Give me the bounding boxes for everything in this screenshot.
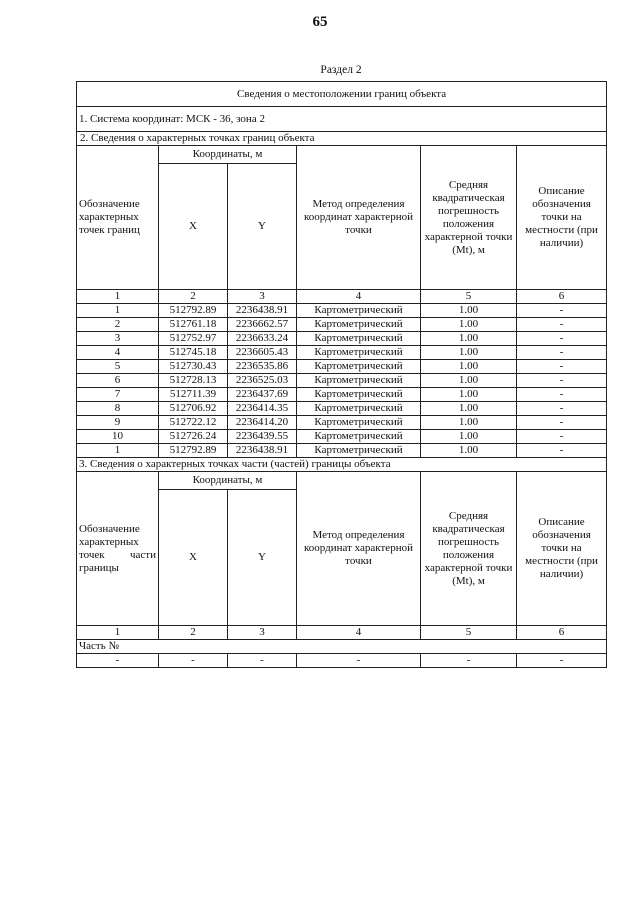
point-y: 2236437.69 <box>228 388 297 402</box>
column-number: 1 <box>77 290 159 304</box>
point-id: 5 <box>77 360 159 374</box>
point-y: 2236633.24 <box>228 332 297 346</box>
point-id: 3 <box>77 332 159 346</box>
point-mt: 1.00 <box>421 374 517 388</box>
point-method: Картометрический <box>297 430 421 444</box>
point-desc: - <box>517 346 607 360</box>
point-id: 10 <box>77 430 159 444</box>
section-label: Раздел 2 <box>320 64 362 76</box>
point-y: 2236439.55 <box>228 430 297 444</box>
part-empty-cell: - <box>77 654 159 668</box>
point-method: Картометрический <box>297 388 421 402</box>
point-method: Картометрический <box>297 444 421 458</box>
point-method: Картометрический <box>297 360 421 374</box>
column-number: 4 <box>297 290 421 304</box>
point-method: Картометрический <box>297 402 421 416</box>
point-mt: 1.00 <box>421 388 517 402</box>
header-error-part: Средняя квадратическая погрешность положения характерной точки (Mt), м <box>421 472 517 626</box>
column-number: 3 <box>228 626 297 640</box>
point-y: 2236525.03 <box>228 374 297 388</box>
point-y: 2236414.20 <box>228 416 297 430</box>
point-x: 512745.18 <box>159 346 228 360</box>
point-desc: - <box>517 388 607 402</box>
point-mt: 1.00 <box>421 304 517 318</box>
table-row <box>77 444 607 458</box>
point-id: 7 <box>77 388 159 402</box>
header-description: Описание обозначения точки на местности (при наличии) <box>517 146 607 290</box>
point-method: Картометрический <box>297 416 421 430</box>
point-x: 512730.43 <box>159 360 228 374</box>
boundary-table <box>76 81 607 668</box>
point-mt: 1.00 <box>421 332 517 346</box>
part-label: Часть № <box>77 640 607 654</box>
point-mt: 1.00 <box>421 318 517 332</box>
header-method-part: Метод определения координат характерной точки <box>297 472 421 626</box>
point-method: Картометрический <box>297 346 421 360</box>
point-y: 2236662.57 <box>228 318 297 332</box>
column-number: 6 <box>517 290 607 304</box>
section3-title: 3. Сведения о характерных точках части (частей) границы объекта <box>77 458 607 472</box>
column-numbers-row-part <box>77 626 607 640</box>
point-id: 4 <box>77 346 159 360</box>
header-description-part: Описание обозначения точки на местности (при наличии) <box>517 472 607 626</box>
point-y: 2236438.91 <box>228 444 297 458</box>
table-row <box>77 304 607 318</box>
point-desc: - <box>517 444 607 458</box>
table-row <box>77 332 607 346</box>
header-error: Средняя квадратическая погрешность положения характерной точки (Mt), м <box>421 146 517 290</box>
table-title: Сведения о местоположении границ объекта <box>77 82 607 107</box>
part-empty-cell: - <box>159 654 228 668</box>
column-numbers-row <box>77 290 607 304</box>
point-x: 512728.13 <box>159 374 228 388</box>
table-row <box>77 318 607 332</box>
column-number: 5 <box>421 290 517 304</box>
table-row <box>77 388 607 402</box>
point-mt: 1.00 <box>421 402 517 416</box>
point-desc: - <box>517 402 607 416</box>
point-x: 512792.89 <box>159 444 228 458</box>
header-x-part: X <box>159 490 228 626</box>
header-x: X <box>159 164 228 290</box>
table-row <box>77 360 607 374</box>
table-row <box>77 402 607 416</box>
point-y: 2236535.86 <box>228 360 297 374</box>
point-y: 2236414.35 <box>228 402 297 416</box>
point-desc: - <box>517 430 607 444</box>
point-id: 1 <box>77 304 159 318</box>
point-mt: 1.00 <box>421 360 517 374</box>
point-id: 1 <box>77 444 159 458</box>
table-row <box>77 346 607 360</box>
column-number: 6 <box>517 626 607 640</box>
table-row <box>77 416 607 430</box>
part-empty-cell: - <box>228 654 297 668</box>
column-number: 2 <box>159 626 228 640</box>
header-designation-part: Обозначение характерных точек части границы <box>77 472 159 626</box>
column-number: 3 <box>228 290 297 304</box>
point-y: 2236438.91 <box>228 304 297 318</box>
section2-title: 2. Сведения о характерных точках границ объекта <box>77 132 607 146</box>
header-coordinates: Координаты, м <box>159 146 297 164</box>
point-desc: - <box>517 332 607 346</box>
part-empty-cell: - <box>517 654 607 668</box>
point-mt: 1.00 <box>421 416 517 430</box>
point-x: 512752.97 <box>159 332 228 346</box>
point-method: Картометрический <box>297 332 421 346</box>
point-desc: - <box>517 360 607 374</box>
header-y-part: Y <box>228 490 297 626</box>
point-y: 2236605.43 <box>228 346 297 360</box>
point-mt: 1.00 <box>421 430 517 444</box>
point-x: 512722.12 <box>159 416 228 430</box>
column-number: 2 <box>159 290 228 304</box>
point-mt: 1.00 <box>421 346 517 360</box>
header-method: Метод определения координат характерной точки <box>297 146 421 290</box>
column-number: 5 <box>421 626 517 640</box>
table-row <box>77 430 607 444</box>
header-coordinates-part: Координаты, м <box>159 472 297 490</box>
point-method: Картометрический <box>297 374 421 388</box>
part-empty-cell: - <box>297 654 421 668</box>
part-empty-cell: - <box>421 654 517 668</box>
point-desc: - <box>517 318 607 332</box>
point-mt: 1.00 <box>421 444 517 458</box>
point-method: Картометрический <box>297 318 421 332</box>
point-desc: - <box>517 374 607 388</box>
point-x: 512706.92 <box>159 402 228 416</box>
point-desc: - <box>517 304 607 318</box>
table-row-part-empty <box>77 654 607 668</box>
point-method: Картометрический <box>297 304 421 318</box>
point-x: 512792.89 <box>159 304 228 318</box>
header-designation: Обозначение характерных точек границ <box>77 146 159 290</box>
point-id: 9 <box>77 416 159 430</box>
page-number: 65 <box>312 14 328 30</box>
point-id: 8 <box>77 402 159 416</box>
point-x: 512726.24 <box>159 430 228 444</box>
header-y: Y <box>228 164 297 290</box>
point-x: 512761.18 <box>159 318 228 332</box>
point-x: 512711.39 <box>159 388 228 402</box>
column-number: 4 <box>297 626 421 640</box>
point-id: 2 <box>77 318 159 332</box>
coord-system: 1. Система координат: МСК - 36, зона 2 <box>77 107 607 132</box>
column-number: 1 <box>77 626 159 640</box>
point-desc: - <box>517 416 607 430</box>
table-row <box>77 374 607 388</box>
point-id: 6 <box>77 374 159 388</box>
